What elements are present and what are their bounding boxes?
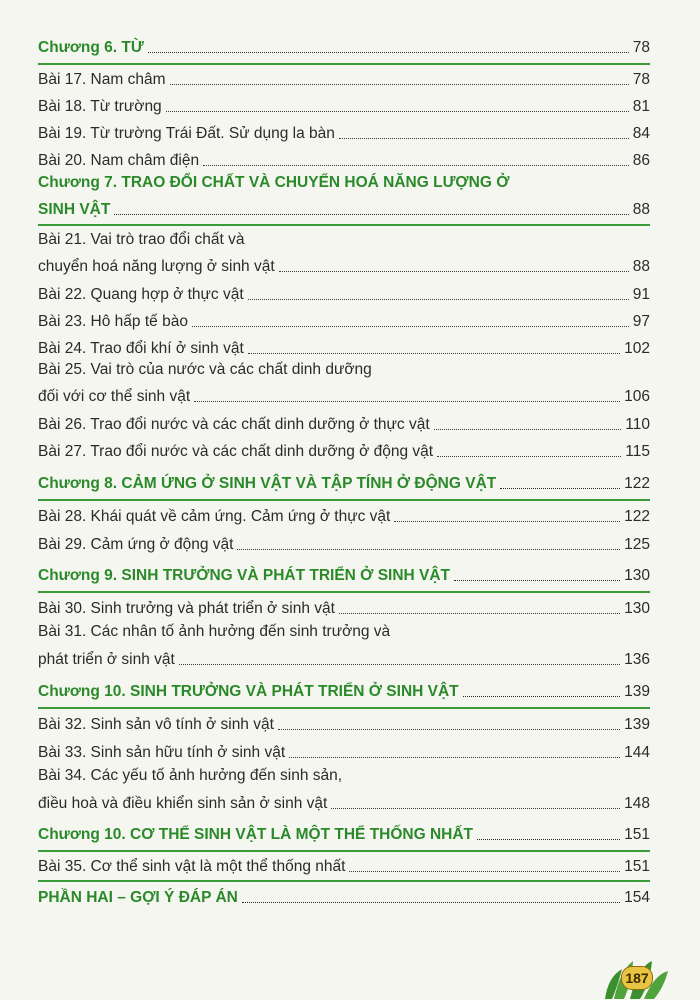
entry-title: SINH VẬT: [38, 201, 111, 218]
entry-page: 110: [625, 416, 650, 433]
entry-title: Bài 33. Sinh sản hữu tính ở sinh vật: [38, 744, 286, 761]
dot-leader: [203, 164, 629, 166]
entry-page: 86: [632, 152, 650, 169]
toc-lesson-line1[interactable]: Bài 21. Vai trò trao đổi chất và: [38, 231, 245, 248]
entry-title: Bài 27. Trao đổi nước và các chất dinh dưỡng ở động vật: [38, 443, 434, 460]
toc-lesson[interactable]: [38, 847, 650, 877]
toc-lesson[interactable]: [38, 329, 650, 359]
toc-lesson[interactable]: [38, 497, 650, 527]
toc-lesson[interactable]: [38, 87, 650, 117]
entry-page: 122: [624, 475, 650, 492]
dot-leader: [242, 901, 620, 903]
entry-title: Chương 10. CƠ THỂ SINH VẬT LÀ MỘT THỂ THỐNG NHẤT: [38, 826, 474, 843]
entry-page: 136: [624, 651, 650, 668]
entry-page: 122: [624, 508, 650, 525]
entry-title: Bài 30. Sinh trưởng và phát triển ở sinh vật: [38, 600, 335, 617]
toc-chapter-line1[interactable]: Chương 7. TRAO ĐỔI CHẤT VÀ CHUYỂN HOÁ NĂNG LƯỢNG Ở: [38, 174, 510, 191]
toc-lesson[interactable]: [38, 525, 650, 555]
entry-title: Bài 17. Nam châm: [38, 71, 166, 88]
entry-title: Bài 24. Trao đổi khí ở sinh vật: [38, 340, 244, 357]
entry-page: 130: [624, 600, 650, 617]
toc-lesson[interactable]: [38, 141, 650, 171]
entry-title: Chương 10. SINH TRƯỞNG VÀ PHÁT TRIỂN Ở SINH VẬT: [38, 683, 459, 700]
dot-leader: [170, 83, 629, 85]
entry-page: 91: [632, 286, 650, 303]
dot-leader: [339, 137, 629, 139]
dot-leader: [278, 728, 620, 730]
toc-lesson[interactable]: [38, 432, 650, 462]
dot-leader: [349, 870, 620, 872]
dot-leader: [463, 695, 620, 697]
dot-leader: [500, 487, 620, 489]
entry-title: Bài 18. Từ trường: [38, 98, 162, 115]
dot-leader: [434, 428, 622, 430]
separator-line: [38, 224, 650, 226]
toc-chapter[interactable]: [38, 672, 650, 702]
dot-leader: [248, 352, 620, 354]
toc-chapter[interactable]: [38, 28, 650, 58]
toc-chapter[interactable]: [38, 190, 650, 220]
entry-page: 139: [624, 683, 650, 700]
toc-lesson[interactable]: [38, 302, 650, 332]
entry-page: 97: [632, 313, 650, 330]
page-number: 187: [621, 966, 653, 990]
entry-title: Bài 20. Nam châm điện: [38, 152, 200, 169]
toc-lesson[interactable]: [38, 405, 650, 435]
dot-leader: [437, 455, 621, 457]
dot-leader: [192, 325, 629, 327]
entry-page: 151: [624, 858, 650, 875]
dot-leader: [148, 51, 629, 53]
entry-page: 139: [624, 716, 650, 733]
entry-page: 154: [624, 889, 650, 906]
entry-title: Chương 6. TỪ: [38, 39, 144, 56]
dot-leader: [454, 579, 620, 581]
entry-title: Bài 29. Cảm ứng ở động vật: [38, 536, 234, 553]
toc-lesson-line1[interactable]: Bài 25. Vai trò của nước và các chất dinh dưỡng: [38, 361, 372, 378]
page-number-badge: [600, 955, 670, 1000]
toc-chapter[interactable]: [38, 556, 650, 586]
toc-lesson[interactable]: [38, 640, 650, 670]
entry-page: 115: [625, 443, 650, 460]
dot-leader: [279, 270, 629, 272]
entry-page: 151: [624, 826, 650, 843]
toc-lesson[interactable]: [38, 589, 650, 619]
entry-title: điều hoà và điều khiển sinh sản ở sinh vật: [38, 795, 328, 812]
entry-title: Bài 28. Khái quát về cảm ứng. Cảm ứng ở thực vật: [38, 508, 391, 525]
dot-leader: [166, 110, 629, 112]
dot-leader: [339, 612, 620, 614]
toc-lesson[interactable]: [38, 377, 650, 407]
toc-lesson[interactable]: [38, 275, 650, 305]
entry-title: chuyển hoá năng lượng ở sinh vật: [38, 258, 275, 275]
dot-leader: [248, 298, 629, 300]
dot-leader: [477, 838, 620, 840]
entry-title: Chương 9. SINH TRƯỞNG VÀ PHÁT TRIỂN Ở SINH VẬT: [38, 567, 451, 584]
dot-leader: [394, 520, 620, 522]
entry-title: Bài 35. Cơ thể sinh vật là một thể thống nhất: [38, 858, 346, 875]
toc-lesson[interactable]: [38, 247, 650, 277]
entry-page: 78: [632, 39, 650, 56]
entry-page: 88: [632, 258, 650, 275]
entry-title: Bài 19. Từ trường Trái Đất. Sử dụng la bàn: [38, 125, 335, 142]
entry-page: 81: [632, 98, 650, 115]
dot-leader: [289, 756, 620, 758]
entry-title: phát triển ở sinh vật: [38, 651, 175, 668]
toc-lesson[interactable]: [38, 705, 650, 735]
entry-title: Bài 32. Sinh sản vô tính ở sinh vật: [38, 716, 274, 733]
dot-leader: [179, 663, 620, 665]
entry-title: Bài 22. Quang hợp ở thực vật: [38, 286, 244, 303]
entry-title: PHẦN HAI – GỢI Ý ĐÁP ÁN: [38, 889, 238, 906]
toc-chapter[interactable]: [38, 464, 650, 494]
toc-lesson[interactable]: [38, 733, 650, 763]
dot-leader: [331, 807, 620, 809]
entry-page: 88: [632, 201, 650, 218]
toc-lesson-line1[interactable]: Bài 34. Các yếu tố ảnh hưởng đến sinh sản,: [38, 767, 343, 784]
toc-lesson-line1[interactable]: Bài 31. Các nhân tố ảnh hưởng đến sinh trưởng và: [38, 623, 391, 640]
toc-chapter[interactable]: [38, 878, 650, 908]
entry-page: 130: [624, 567, 650, 584]
toc-chapter[interactable]: [38, 815, 650, 845]
entry-page: 125: [624, 536, 650, 553]
dot-leader: [194, 400, 620, 402]
dot-leader: [114, 213, 628, 215]
entry-title: Bài 26. Trao đổi nước và các chất dinh dưỡng ở thực vật: [38, 416, 430, 433]
entry-page: 78: [632, 71, 650, 88]
entry-title: Chương 8. CẢM ỨNG Ở SINH VẬT VÀ TẬP TÍNH Ở ĐỘNG VẬT: [38, 475, 497, 492]
dot-leader: [237, 548, 620, 550]
entry-page: 148: [624, 795, 650, 812]
entry-page: 102: [624, 340, 650, 357]
entry-title: Bài 23. Hô hấp tế bào: [38, 313, 188, 330]
entry-page: 144: [624, 744, 650, 761]
entry-page: 84: [632, 125, 650, 142]
toc-lesson[interactable]: [38, 60, 650, 90]
toc-lesson[interactable]: [38, 114, 650, 144]
toc-lesson[interactable]: [38, 784, 650, 814]
entry-title: đối với cơ thể sinh vật: [38, 388, 191, 405]
entry-page: 106: [624, 388, 650, 405]
